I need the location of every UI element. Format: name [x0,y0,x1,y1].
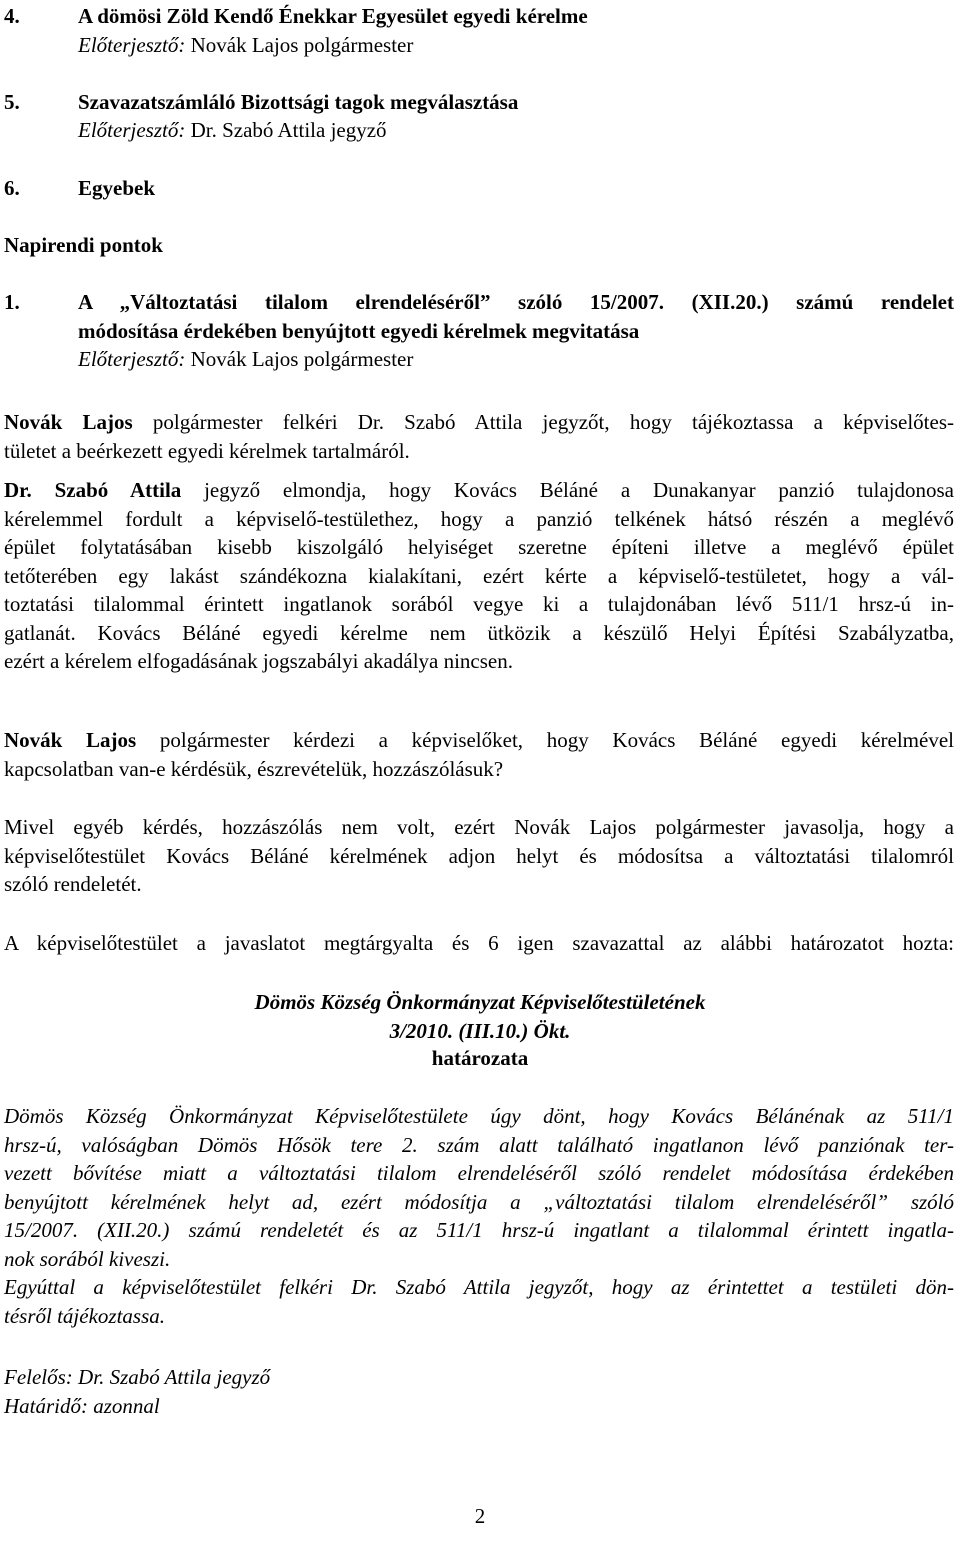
agenda-point-number: 1. [4,290,20,314]
page-number: 2 [474,1504,486,1528]
agenda-point-title: A „Változtatási tilalom elrendeléséről” szóló 15/2007. (XII.20.) számú rendelet módosítása érdekében benyújtott egyedi kérelmek megvitatása [78,290,954,343]
agenda-item-presenter: Előterjesztő: Dr. Szabó Attila jegyző [78,118,387,142]
resolution-deadline: Határidő: azonnal [4,1394,160,1418]
agenda-item-title: A dömösi Zöld Kendő Énekkar Egyesület egyedi kérelme [78,4,588,28]
resolution-body: Dömös Község Önkormányzat Képviselőtestülete úgy dönt, hogy Kovács Bélánénak az 511/1 hrsz-ú, valóságban Dömös Hősök tere 2. szám alatt található ingatlanon lévő panziónak ter- vezett bővítése miatt a változtatási tilalom elrendeléséről szóló rendelet módosítása érdekében benyújtott kérelmének helyt ad, ezért módosítja a „változtatási tilalom elrendeléséről” szóló 15/2007. (XII.20.) számú rendeletét és az 511/1 hrsz-ú ingatlant a tilalommal érintett ingatla- nok sorából kiveszi. Egyúttal a képviselőtestület felkéri Dr. Szabó Attila jegyzőt, hogy az érintettet a testületi dön- tésről tájékoztassa. [4,1104,954,1328]
agenda-item-number: 5. [4,90,20,114]
paragraph-mayor-proposal: Mivel egyéb kérdés, hozzászólás nem volt, ezért Novák Lajos polgármester javasolja, hogy a képviselőtestület Kovács Béláné kérelmének adjon helyt és módosítsa a változtatási tilalomról szóló rendeletét. [4,815,954,896]
paragraph-notary-report: Dr. Szabó Attila jegyző elmondja, hogy Kovács Béláné a Dunakanyar panzió tulajdonosa kérelemmel fordult a képviselő-testülethez, hogy a panzió telkének hátsó részén a meglévő épület folytatásában kisebb kiszolgáló helyiséget szeretne építeni illetve a meglévő épület tetőterében egy lakást szándékozna kialakítani, ezért kérte a képviselő-testületet, hogy a vál- toztatási tilalommal érintett ingatlanok sorából vegye ki a tulajdonában lévő 511/1 hrsz-ú in- gatlanát. Kovács Béláné egyedi kérelme nem ütközik a készülő Helyi Építési Szabályzatba, ezért a kérelem elfogadásának jogszabályi akadálya nincsen. [4,478,954,673]
agenda-item-number: 4. [4,4,20,28]
resolution-responsible: Felelős: Dr. Szabó Attila jegyző [4,1365,271,1389]
speaker-name: Novák Lajos [4,410,133,434]
paragraph-vote: A képviselőtestület a javaslatot megtárgyalta és 6 igen szavazattal az alábbi határozatot hozta: [4,931,954,955]
agenda-point-presenter: Előterjesztő: Novák Lajos polgármester [78,347,414,371]
agenda-item-title: Szavazatszámláló Bizottsági tagok megválasztása [78,90,519,114]
speaker-name: Novák Lajos [4,728,137,752]
paragraph-mayor-question: Novák Lajos polgármester kérdezi a képviselőket, hogy Kovács Béláné egyedi kérelmével kapcsolatban van-e kérdésük, észrevételük, hozzászólásuk? [4,728,954,781]
paragraph-request-info: Novák Lajos polgármester felkéri Dr. Szabó Attila jegyzőt, hogy tájékoztassa a képviselőtes- tületet a beérkezett egyedi kérelmek tartalmáról. [4,410,954,463]
agenda-item-number: 6. [4,176,20,200]
section-title: Napirendi pontok [4,233,163,257]
speaker-name: Dr. Szabó Attila [4,478,182,502]
resolution-heading-type: határozata [431,1046,529,1070]
agenda-item-presenter: Előterjesztő: Novák Lajos polgármester [78,33,414,57]
agenda-item-title: Egyebek [78,176,156,200]
resolution-heading: Dömös Község Önkormányzat Képviselőtestületének 3/2010. (III.10.) Ökt. [254,990,706,1043]
